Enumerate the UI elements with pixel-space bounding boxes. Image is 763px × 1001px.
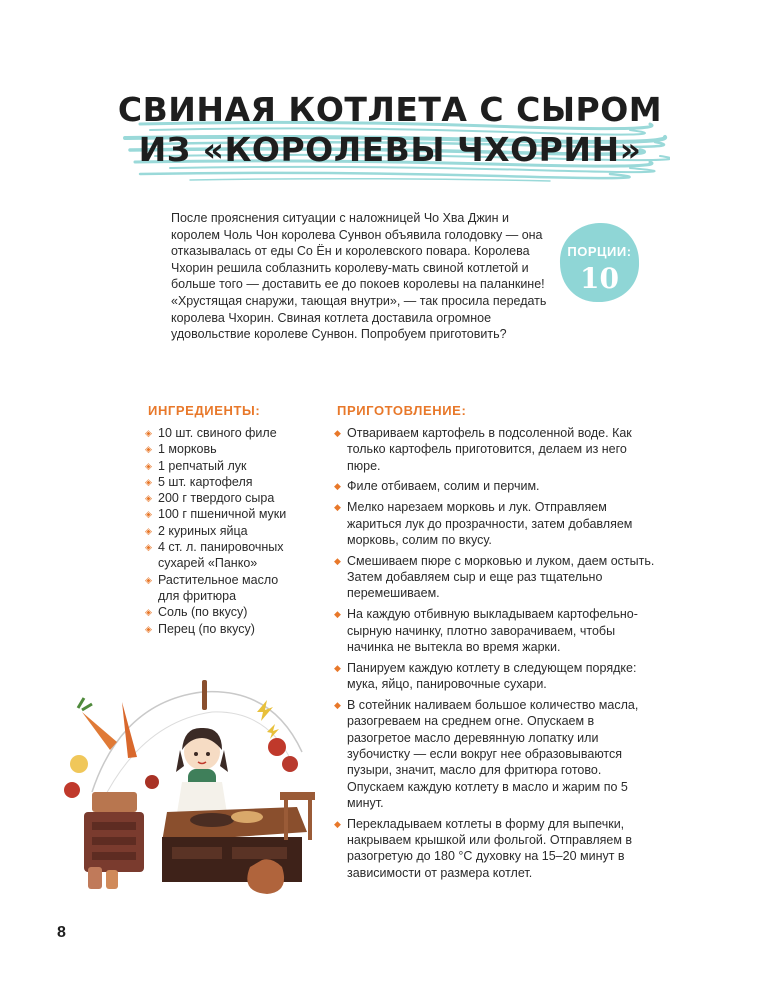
list-item: ◈ 5 шт. картофеля xyxy=(145,474,315,490)
preparation-heading: ПРИГОТОВЛЕНИЕ: xyxy=(337,403,467,418)
list-item: ◆ Смешиваем пюре с морковью и луком, даем остыть. Затем добавляем сыр и еще раз тщательно перемешиваем. xyxy=(334,553,659,602)
page-title xyxy=(110,90,670,170)
list-item: ◆ Перекладываем котлеты в форму для выпечки, накрываем крышкой или фольгой. Отправляем в разогретую до 180 °С духовку на 15–20 минут в зависимости от размера котлет. xyxy=(334,816,659,881)
list-item: ◈ Соль (по вкусу) xyxy=(145,604,315,620)
list-item: ◆ Панируем каждую котлету в следующем порядке: мука, яйцо, панировочные сухари. xyxy=(334,660,659,693)
list-item: ◈ Перец (по вкусу) xyxy=(145,621,315,637)
recipe-title-block xyxy=(110,80,670,190)
cooking-illustration xyxy=(62,672,327,897)
list-item: ◈ 100 г пшеничной муки xyxy=(145,506,315,522)
list-item: ◆ Отвариваем картофель в подсоленной воде. Как только картофель приготовится, делаем из него пюре. xyxy=(334,425,659,474)
intro-paragraph: После прояснения ситуации с наложницей Чо Хва Джин и королем Чоль Чон королева Сунвон объявила голодовку — она отказывалась от еды Со Ён и королевского повара. Королева Чхорин решила соблазнить королеву-мать свиной котлетой и больше того — доставить ее до покоев королевы на паланкине! «Хрустящая снаружи, тающая внутри», — так просила передать королева Чхорин. Свиная котлета доставила огромное удовольствие королеве Сунвон. Попробуем приготовить? xyxy=(171,211,547,342)
list-item: ◆ Филе отбиваем, солим и перчим. xyxy=(334,478,659,494)
list-item: ◈ 2 куриных яйца xyxy=(145,523,315,539)
portions-badge xyxy=(557,220,642,305)
list-item: ◈ 4 ст. л. панировочных сухарей «Панко» xyxy=(145,539,298,572)
ingredients-list xyxy=(145,425,315,637)
list-item: ◈ 200 г твердого сыра xyxy=(145,490,315,506)
page-number: 8 xyxy=(57,924,66,941)
list-item: ◆ На каждую отбивную выкладываем картофельно-сырную начинку, плотно заворачиваем, чтобы начинка не вытекла во время жарки. xyxy=(334,606,659,655)
portions-value: 10 xyxy=(580,262,619,295)
list-item: ◆ В сотейник наливаем большое количество масла, разогреваем на среднем огне. Опускаем в разогретое масло деревянную лопатку или зубочистку — если вокруг нее образовываются пузыри, значит, масло для фритюра готово. Опускаем каждую котлету в масло и жарим по 5 минут. xyxy=(334,697,659,811)
title-line-1: СВИНАЯ КОТЛЕТА С СЫРОМ xyxy=(117,90,663,129)
list-item: ◈ 1 морковь xyxy=(145,441,315,457)
portions-label: ПОРЦИИ: xyxy=(567,244,632,259)
list-item: ◈ 1 репчатый лук xyxy=(145,458,315,474)
list-item: ◈ Растительное масло для фритюра xyxy=(145,572,298,605)
list-item: ◆ Мелко нарезаем морковь и лук. Отправляем жариться лук до прозрачности, затем добавляем морковь, солим по вкусу. xyxy=(334,499,659,548)
list-item: ◈ 10 шт. свиного филе xyxy=(145,425,315,441)
title-line-2: ИЗ «КОРОЛЕВЫ ЧХОРИН» xyxy=(138,130,642,169)
preparation-steps xyxy=(334,425,659,885)
ingredients-heading: ИНГРЕДИЕНТЫ: xyxy=(148,403,261,418)
